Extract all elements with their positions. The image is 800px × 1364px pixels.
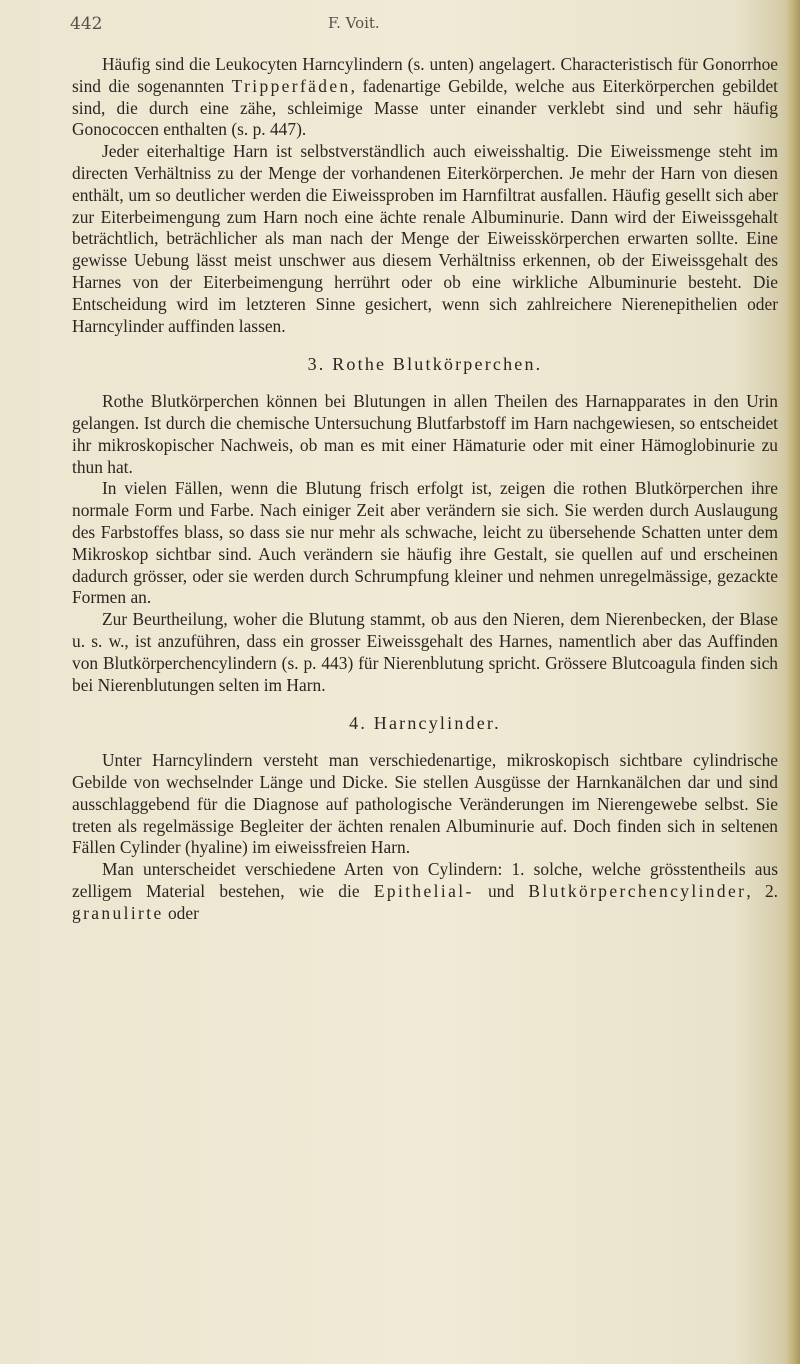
paragraph-cylinder-arten-text-a: Man unterscheidet verschiedene Arten von Cylindern: 1. solche, welche grösstentheils aus zelligem Material bestehen, wie die [72,859,778,901]
section-heading-rothe-blutkoerperchen: 3. Rothe Blutkörperchen. [307,354,543,375]
paragraph-harncylinder-definition: Unter Harncylindern versteht man verschiedenartige, mikroskopisch sichtbare cylindrische Gebilde von wechselnder Länge und Dicke. Sie stellen Ausgüsse der Harnkanälchen dar und sind ausschlaggebend für die Diagnose auf pathologische Veränderungen im Nierengewebe selbst. Sie treten als regelmässige Begleiter der ächten renalen Albuminurie auf. Doch finden sich in seltenen Fällen Cylinder (hyaline) im eiweissfreien Harn. [72,750,778,858]
paragraph-cylinder-arten [72,859,778,924]
page-edge [786,0,800,1364]
term-granulirte: granulirte [72,902,164,923]
paragraph-beurtheilung: Zur Beurtheilung, woher die Blutung stammt, ob aus den Nieren, dem Nierenbecken, der Blase u. s. w., ist anzuführen, dass ein grosser Eiweissgehalt des Harnes, namentlich aber das Auffinden von Blutkörperchencylindern (s. p. 443) für Nierenblutung spricht. Grössere Blutcoagula finden sich bei Nierenblutungen selten im Harn. [72,609,778,695]
paragraph-leukocytes [72,54,778,141]
paragraph-veraenderungen: In vielen Fällen, wenn die Blutung frisch erfolgt ist, zeigen die rothen Blutkörperchen ihre normale Form und Farbe. Nach einiger Zeit aber verändern sie sich. Sie werden durch Auslaugung des Farbstoffes blass, so dass sie nur mehr als schwache, leicht zu übersehende Schatten unter dem Mikroskop sichtbar sind. Auch verändern sie häufig ihre Gestalt, sie quellen auf und erscheinen dadurch grösser, oder sie werden durch Schrumpfung kleiner und nehmen unregelmässige, gezackte Formen an. [72,478,778,608]
section-heading-harncylinder: 4. Harncylinder. [349,713,501,734]
page-number: 442 [70,14,103,34]
paragraph-leukocytes-text-c: , fadenartige Gebilde, welche aus Eiterkörperchen gebildet sind, die durch eine zähe, schleimige Masse unter einander verklebt sind und sehr häufig Gonococcen enthalten (s. p. 447). [72,75,778,140]
page-header [70,14,770,36]
paragraph-cylinder-arten-text-c: und [473,880,529,901]
running-head: F. Voit. [328,14,380,32]
term-epithelial: Epithelial- [373,880,474,901]
page-body [72,54,778,924]
paragraph-blutungen: Rothe Blutkörperchen können bei Blutungen in allen Theilen des Harnapparates in den Urin gelangen. Ist durch die chemische Untersuchung Blutfarbstoff im Harn nachgewiesen, so entscheidet ihr mikroskopischer Nachweis, ob man es mit einer Hämaturie oder mit einer Hämoglobinurie zu thun hat. [72,391,778,477]
paragraph-cylinder-arten-text-g: oder [163,902,199,923]
paragraph-leukocytes-text-a: Häufig sind die Leukocyten Harncylindern (s. unten) angelagert. Characteristisch für Gonorrhoe sind die sogenannten [72,54,778,96]
term-tripperfaeden: Tripperfäden [231,75,351,96]
term-blutkoerperchencylinder: Blutkörperchencylinder [528,880,747,901]
paragraph-cylinder-arten-text-e: , 2. [746,880,779,901]
paragraph-eiweiss: Jeder eiterhaltige Harn ist selbstverständlich auch eiweisshaltig. Die Eiweissmenge steht im directen Verhältniss zu der Menge der vorhandenen Eiterkörperchen. Je mehr der Harn von diesen enthält, um so deutlicher werden die Eiweissproben im Harnfiltrat ausfallen. Häufig gesellt sich aber zur Eiterbeimengung zum Harn noch eine ächte renale Albuminurie. Dann wird der Eiweissgehalt beträchtlich, beträchlicher als man nach der Menge der Eiweisskörperchen erwarten sollte. Eine gewisse Uebung lässt meist unschwer aus diesem Verhältniss erkennen, ob der Eiweissgehalt des Harnes von der Eiterbeimengung herrührt oder ob eine wirkliche Albuminurie besteht. Die Entscheidung wird im letzteren Sinne gesichert, wenn sich zahlreichere Nierenepithelien oder Harncylinder auffinden lassen. [72,141,778,336]
